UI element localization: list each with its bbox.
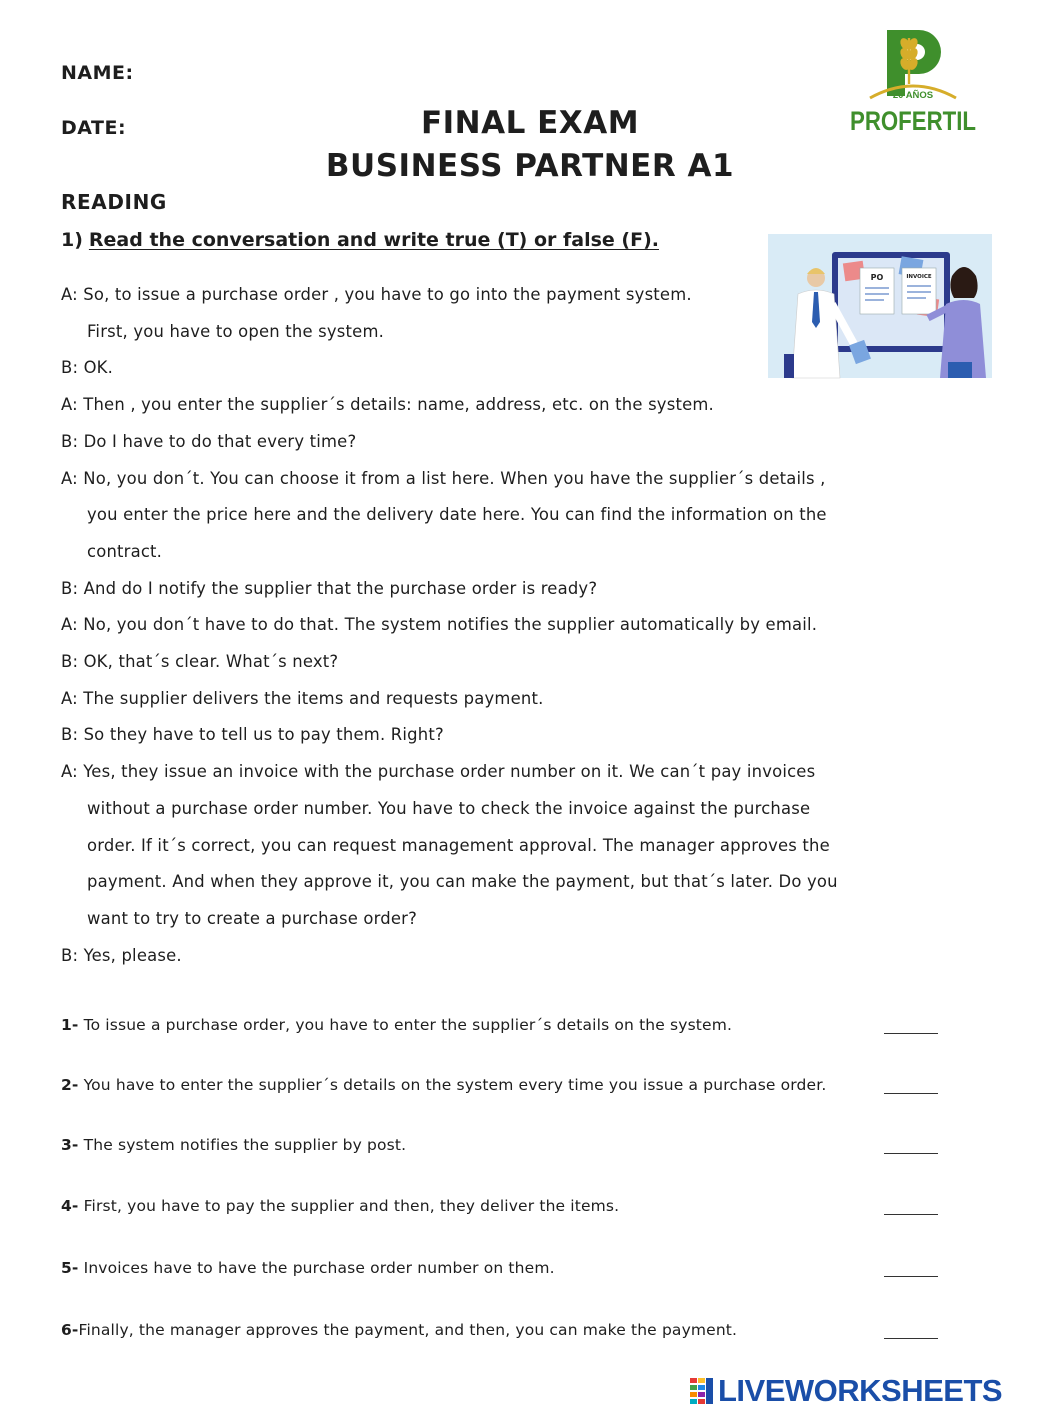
answer-blank-1[interactable]: [884, 1033, 938, 1034]
question-number: 1-: [61, 1016, 79, 1034]
instruction: [61, 229, 659, 251]
question-1: [61, 1016, 946, 1034]
conversation-line: payment. And when they approve it, you can make the payment, but that´s later. Do you: [87, 872, 838, 892]
logo-badge-text: 20 AÑOS: [892, 90, 934, 101]
conversation-line: A: Then , you enter the supplier´s details: name, address, etc. on the system.: [61, 395, 714, 415]
conversation: [61, 277, 941, 974]
section-heading: READING: [61, 190, 167, 214]
conversation-line: B: So they have to tell us to pay them. Right?: [61, 725, 444, 745]
liveworksheets-text: LIVEWORKSHEETS: [718, 1373, 1003, 1408]
answer-blank-6[interactable]: [884, 1338, 938, 1339]
conversation-line: contract.: [87, 541, 163, 561]
question-number: 5-: [61, 1259, 79, 1277]
conversation-line: A: No, you don´t have to do that. The system notifies the supplier automatically by email.: [61, 615, 818, 635]
question-number: 4-: [61, 1197, 79, 1215]
question-number: 2-: [61, 1076, 79, 1094]
page-subtitle: BUSINESS PARTNER A1: [325, 148, 735, 184]
po-note-text: PO: [870, 273, 884, 282]
answer-blank-2[interactable]: [884, 1093, 938, 1094]
conversation-line: order. If it´s correct, you can request management approval. The manager approves the: [87, 835, 830, 855]
date-label: DATE:: [61, 117, 127, 139]
answer-blank-3[interactable]: [884, 1153, 938, 1154]
profertil-logo: [846, 26, 980, 136]
conversation-line: First, you have to open the system.: [87, 321, 385, 341]
question-5: [61, 1259, 946, 1277]
conversation-line: B: OK, that´s clear. What´s next?: [61, 652, 339, 672]
question-3: [61, 1136, 946, 1154]
question-4: [61, 1197, 946, 1215]
question-number: 6-: [61, 1321, 79, 1339]
question-text: Invoices have to have the purchase order number on them.: [78, 1259, 555, 1277]
question-text: Finally, the manager approves the payment, and then, you can make the payment.: [78, 1321, 738, 1339]
conversation-line: B: OK.: [61, 358, 114, 378]
question-text: You have to enter the supplier´s details on the system every time you issue a purchase order.: [78, 1076, 827, 1094]
name-label: NAME:: [61, 62, 134, 84]
conversation-line: A: The supplier delivers the items and requests payment.: [61, 688, 544, 708]
answer-blank-4[interactable]: [884, 1214, 938, 1215]
conversation-line: without a purchase order number. You have to check the invoice against the purchase: [87, 798, 811, 818]
conversation-line: A: No, you don´t. You can choose it from a list here. When you have the supplier´s details ,: [61, 468, 826, 488]
answer-blank-5[interactable]: [884, 1276, 938, 1277]
question-text: First, you have to pay the supplier and then, they deliver the items.: [78, 1197, 620, 1215]
conversation-line: A: So, to issue a purchase order , you have to go into the payment system.: [61, 285, 692, 304]
conversation-line: B: And do I notify the supplier that the purchase order is ready?: [61, 578, 598, 598]
invoice-note-text: INVOICE: [906, 274, 932, 280]
question-6: [61, 1321, 946, 1339]
conversation-line: B: Do I have to do that every time?: [61, 431, 357, 451]
conversation-line: A: Yes, they issue an invoice with the purchase order number on it. We can´t pay invoices: [61, 762, 816, 782]
conversation-line: B: Yes, please.: [61, 945, 182, 965]
question-number: 3-: [61, 1136, 79, 1154]
instruction-text: Read the conversation and write true (T) or false (F).: [88, 229, 659, 251]
liveworksheets-icon: [690, 1378, 714, 1404]
logo-brand-text: PROFERTIL: [850, 106, 976, 136]
liveworksheets-brand: [690, 1374, 1002, 1408]
page-title: FINAL EXAM: [420, 105, 640, 141]
question-text: The system notifies the supplier by post.: [78, 1136, 407, 1154]
instruction-number: 1): [61, 229, 83, 251]
conversation-line: want to try to create a purchase order?: [87, 908, 418, 928]
conversation-line: you enter the price here and the delivery date here. You can find the information on the: [87, 505, 827, 525]
question-text: To issue a purchase order, you have to enter the supplier´s details on the system.: [78, 1016, 733, 1034]
question-2: [61, 1076, 946, 1094]
